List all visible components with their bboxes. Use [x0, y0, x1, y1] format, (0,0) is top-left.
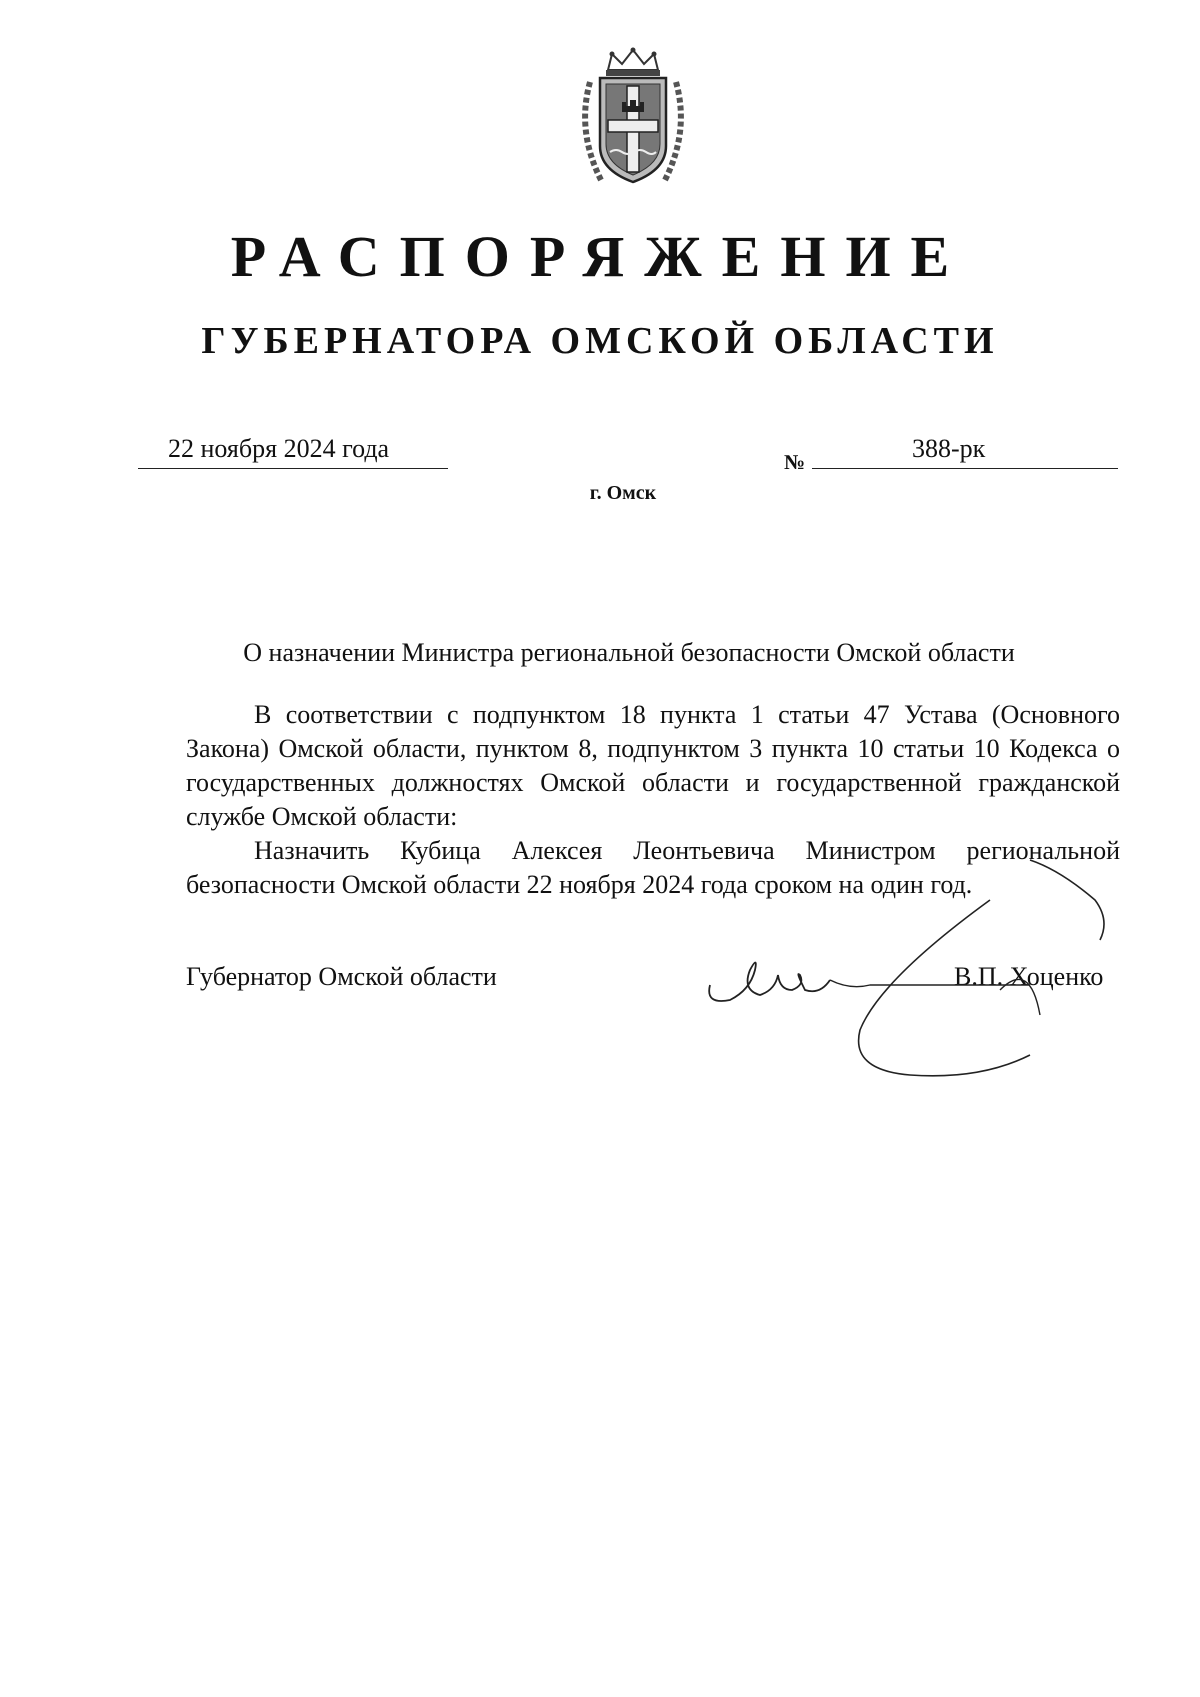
body-paragraph: Назначить Кубица Алексея Леонтьевича Министром региональной безопасности Омской области 22 ноября 2024 года сроком на один год.	[186, 836, 1120, 899]
number-field	[812, 432, 1118, 469]
document-number: 388-рк	[912, 434, 986, 463]
number-label: №	[784, 450, 806, 474]
body-paragraph: В соответствии с подпунктом 18 пункта 1 статьи 47 Устава (Основного Закона) Омской области, пунктом 8, подпунктом 3 пункта 10 статьи 10 Кодекса о государственных должностях Омской области и государственной гражданской службе Омской области:	[186, 700, 1120, 831]
coat-of-arms-emblem	[568, 42, 698, 192]
handwritten-signature	[700, 840, 1120, 1090]
document-subtitle: ГУБЕРНАТОРА ОМСКОЙ ОБЛАСТИ	[201, 320, 999, 362]
document-date: 22 ноября 2024 года	[168, 434, 390, 463]
document-title: РАСПОРЯЖЕНИЕ	[230, 224, 970, 289]
document-city: г. Омск	[589, 482, 657, 504]
signer-name: В.П. Хоценко	[954, 962, 1104, 991]
document-subject: О назначении Министра региональной безопасности Омской области	[243, 638, 1015, 667]
date-field	[138, 432, 448, 469]
signer-position: Губернатор Омской области	[186, 962, 497, 991]
